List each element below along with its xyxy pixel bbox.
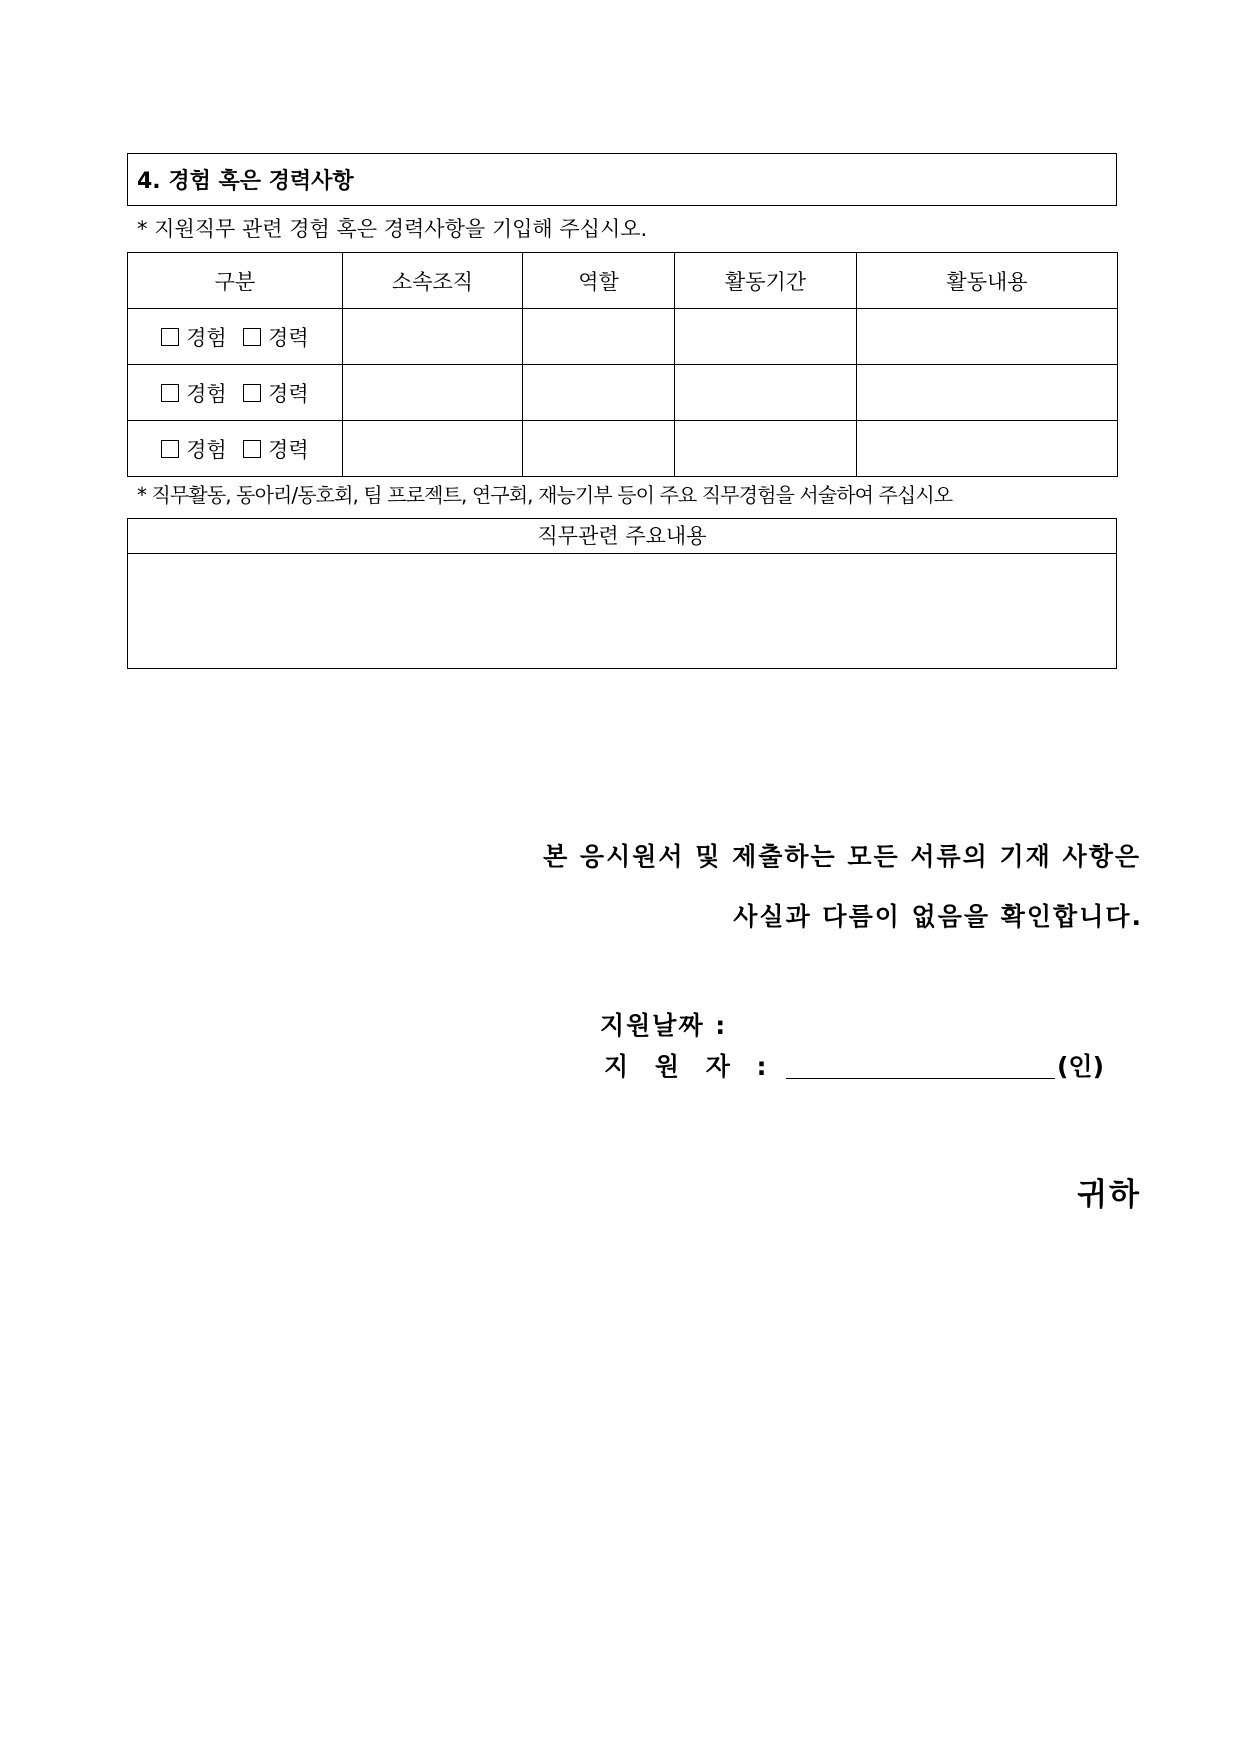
period-cell[interactable] [675, 421, 857, 477]
career-checkbox[interactable] [243, 440, 261, 458]
experience-label: 경험 [186, 325, 227, 350]
type-cell [128, 365, 343, 421]
activity-note: * 직무활동, 동아리/동호회, 팀 프로젝트, 연구회, 재능기부 등이 주요 직무경험을 서술하여 주십시오 [137, 483, 953, 507]
organization-cell[interactable] [343, 365, 523, 421]
activity-cell[interactable] [857, 365, 1118, 421]
career-label: 경력 [268, 325, 309, 350]
column-header: 소속조직 [343, 253, 523, 309]
signature-line[interactable] [786, 1078, 1055, 1079]
applicant-label: 지 원 자 : [604, 1052, 776, 1081]
column-header: 활동기간 [675, 253, 857, 309]
period-cell[interactable] [675, 365, 857, 421]
career-label: 경력 [268, 437, 309, 462]
experience-label: 경험 [186, 381, 227, 406]
table-row [128, 309, 1118, 365]
organization-cell[interactable] [343, 309, 523, 365]
seal-mark: (인) [1057, 1052, 1105, 1081]
career-checkbox[interactable] [243, 384, 261, 402]
column-header: 구분 [128, 253, 343, 309]
career-checkbox[interactable] [243, 328, 261, 346]
experience-table [127, 252, 1118, 477]
column-header: 활동내용 [857, 253, 1118, 309]
type-cell [128, 309, 343, 365]
type-cell [128, 421, 343, 477]
table-header-row [128, 253, 1118, 309]
detail-header: 직무관련 주요내용 [127, 518, 1117, 554]
table-row [128, 365, 1118, 421]
role-cell[interactable] [523, 365, 675, 421]
experience-label: 경험 [186, 437, 227, 462]
activity-cell[interactable] [857, 421, 1118, 477]
experience-checkbox[interactable] [161, 440, 179, 458]
role-cell[interactable] [523, 421, 675, 477]
organization-cell[interactable] [343, 421, 523, 477]
section-title: 4. 경험 혹은 경력사항 [127, 153, 1117, 206]
experience-checkbox[interactable] [161, 328, 179, 346]
application-date-label: 지원날짜 : [600, 1011, 728, 1040]
experience-checkbox[interactable] [161, 384, 179, 402]
table-row [128, 421, 1118, 477]
closing-text: 귀하 [1077, 1177, 1141, 1213]
activity-cell[interactable] [857, 309, 1118, 365]
career-label: 경력 [268, 381, 309, 406]
experience-note: * 지원직무 관련 경험 혹은 경력사항을 기입해 주십시오. [137, 217, 648, 241]
detail-textarea[interactable] [127, 553, 1117, 669]
role-cell[interactable] [523, 309, 675, 365]
period-cell[interactable] [675, 309, 857, 365]
declaration-line-2: 사실과 다름이 없음을 확인합니다. [733, 902, 1143, 931]
column-header: 역할 [523, 253, 675, 309]
declaration-line-1: 본 응시원서 및 제출하는 모든 서류의 기재 사항은 [543, 842, 1141, 871]
